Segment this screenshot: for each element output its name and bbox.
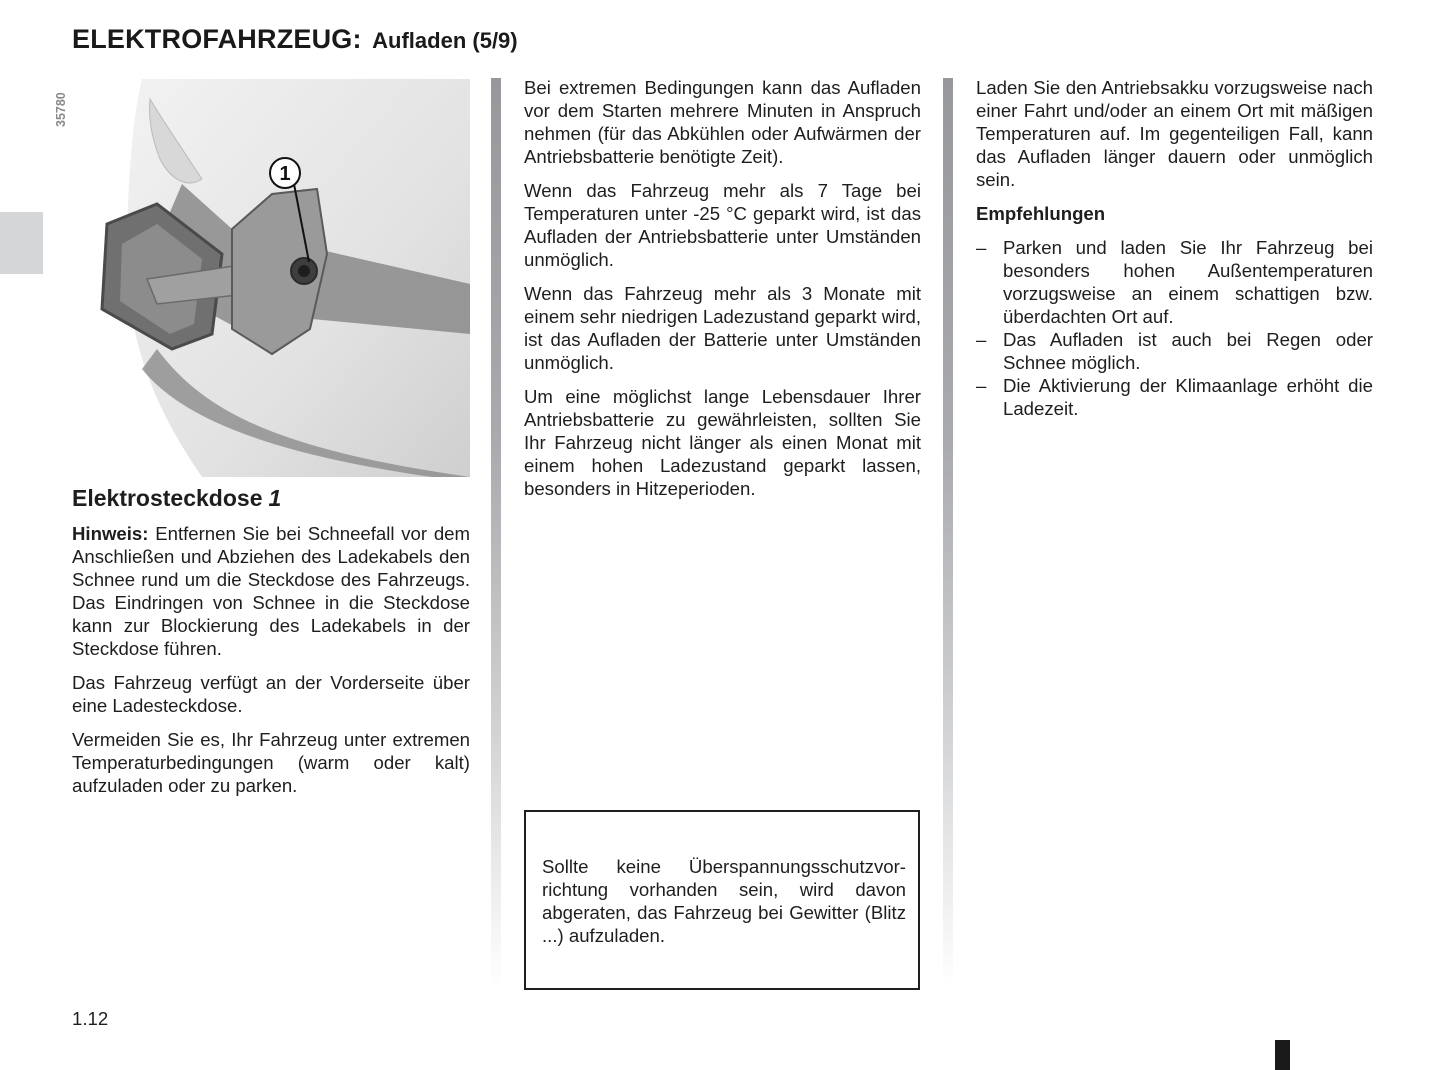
recommendations-heading: Empfehlungen [976, 203, 1106, 224]
paragraph: Um eine möglichst lange Lebensdauer Ihrer Antriebsbatterie zu gewährleisten, sollten Sie Ihr Fahrzeug nicht länger als einen Monat mit einem hohen Ladezustand geparkt lassen, besonders in Hitzeperioden. [524, 386, 921, 499]
image-code: 35780 [54, 92, 68, 127]
section-heading-ref: 1 [268, 485, 282, 511]
column-divider-right [943, 78, 953, 988]
callout-label: 1 [279, 163, 291, 185]
note-text: Entfernen Sie bei Schneefall vor dem Anschließen und Abziehen des Ladekabels den Schnee rund um die Steckdose des Fahrzeugs. Das Eindringen von Schnee in die Steckdose kann zur Blockierung des Ladekabels in der Steckdose führen. [72, 523, 470, 659]
paragraph: Das Fahrzeug verfügt an der Vorderseite über eine Ladesteckdose. [72, 672, 470, 716]
column-3 [976, 76, 1373, 420]
page-title-main: ELEKTROFAHRZEUG: [72, 24, 362, 54]
recommendations-list [976, 236, 1373, 420]
paragraph: Vermeiden Sie es, Ihr Fahrzeug unter extremen Temperaturbedingungen (warm oder kalt) aufzuladen oder zu parken. [72, 729, 470, 796]
dash-bullet: – [976, 375, 987, 396]
chapter-tab-marker [0, 212, 43, 274]
list-item: – Das Aufladen ist auch bei Regen oder Schnee möglich. [976, 329, 1373, 373]
list-item: – Parken und laden Sie Ihr Fahrzeug bei besonders hohen Außentemperaturen vorzugsweise an einem schattigen bzw. überdachten Ort auf. [976, 237, 1373, 327]
page-edge-marker [1275, 1040, 1290, 1070]
dash-bullet: – [976, 329, 987, 350]
page-title [72, 24, 518, 55]
column-divider-left [491, 78, 501, 988]
page-number: 1.12 [72, 1008, 109, 1029]
list-item: – Die Aktivierung der Klimaanlage erhöht die Ladezeit. [976, 375, 1373, 419]
charging-socket-illustration [54, 79, 470, 477]
column-1 [72, 484, 470, 808]
paragraph: Wenn das Fahrzeug mehr als 3 Monate mit einem sehr niedrigen Ladezustand geparkt wird, ist das Aufladen der Batterie unter Umständen unmöglich. [524, 283, 921, 373]
note-label: Hinweis: [72, 523, 149, 544]
paragraph: Wenn das Fahrzeug mehr als 7 Tage bei Temperaturen unter -25 °C geparkt wird, ist das Aufladen der Antriebsbatterie unter Umständen unmöglich. [524, 180, 921, 270]
charging-socket-core [298, 265, 310, 277]
page-title-sub: Aufladen (5/9) [372, 28, 518, 53]
warning-note-box [524, 810, 920, 990]
column-2 [524, 76, 921, 511]
note-paragraph [72, 522, 470, 660]
paragraph: Laden Sie den Antriebsakku vorzugsweise nach einer Fahrt und/oder an einem Ort mit mäßigen Temperaturen auf. Im gegenteiligen Fall, kann das Aufladen länger dauern oder unmöglich sein. [976, 77, 1373, 190]
dash-bullet: – [976, 237, 987, 258]
section-heading-text: Elektrosteckdose [72, 485, 263, 511]
section-heading [72, 484, 470, 512]
paragraph: Bei extremen Bedingungen kann das Aufladen vor dem Starten mehrere Minuten in Anspruch nehmen (für das Abkühlen oder Aufwärmen der Antriebsbatterie benötigte Zeit). [524, 77, 921, 167]
warning-note-text: Sollte keine Überspannungsschutzvorrichtung vorhanden sein, wird davon abgeraten, das Fahrzeug bei Gewitter (Blitz ...) aufzuladen. [542, 856, 906, 946]
